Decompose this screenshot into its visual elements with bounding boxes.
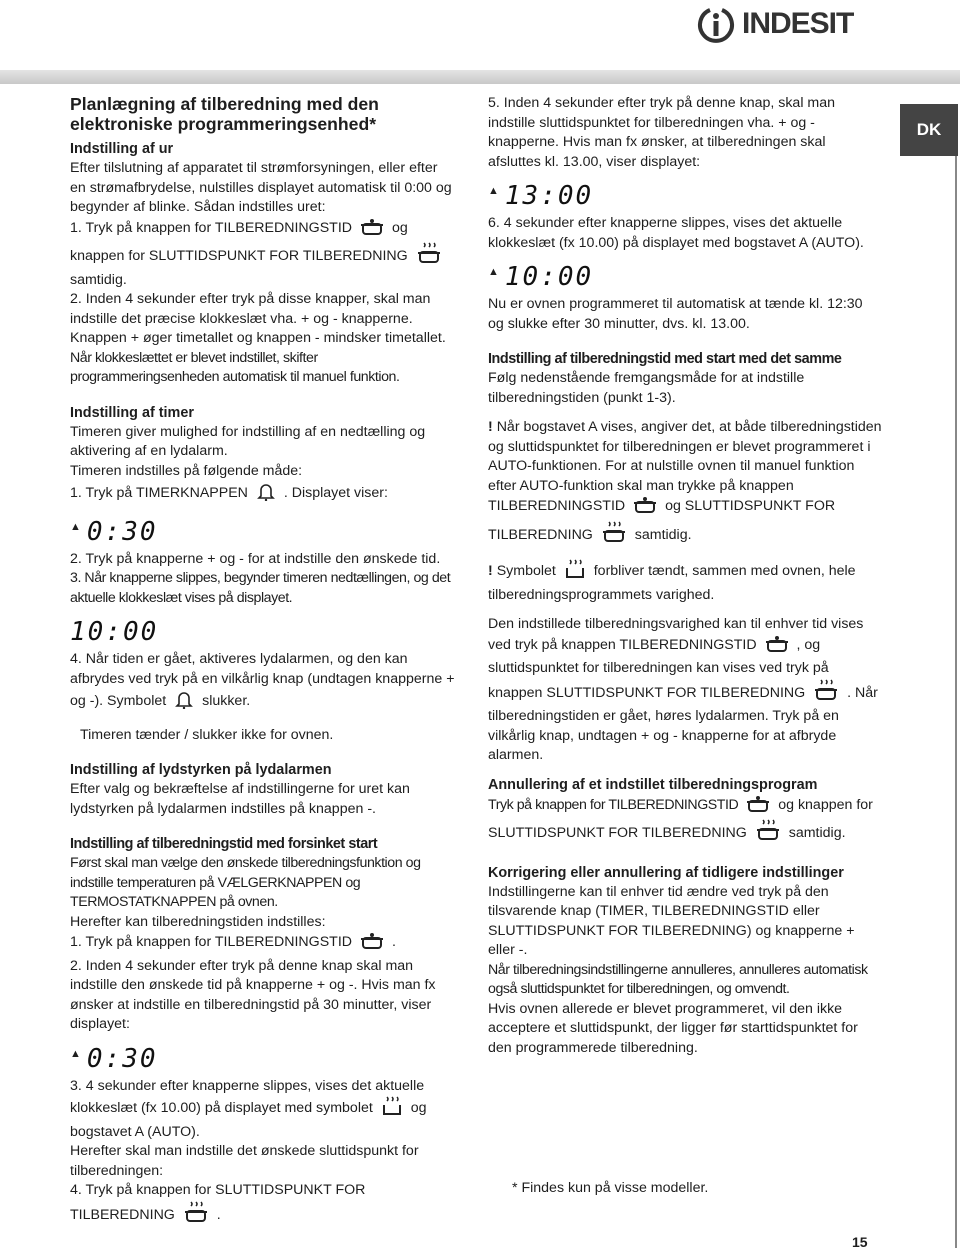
auto-marker: ▲ xyxy=(70,520,81,533)
clock-step1-text-a: 1. Tryk på knappen for TILBEREDNINGSTID xyxy=(70,219,353,236)
bell-icon xyxy=(174,689,194,716)
cancel-text-b: og knappen for SLUTTIDSPUNKT FOR TILBEREDNING xyxy=(488,796,873,841)
timer-how: Timeren indstilles på følgende måde: xyxy=(70,462,303,479)
warning-auto xyxy=(488,418,882,549)
cooking-time-icon xyxy=(765,635,789,660)
delayed-step1 xyxy=(70,932,456,957)
display-digits: 0:30 xyxy=(86,516,158,547)
page-title: Planlægning af tilberedning med den elektroniske programmeringsenhed* xyxy=(70,94,379,134)
page-number: 15 xyxy=(852,1234,868,1250)
end-cooking-icon xyxy=(601,521,627,550)
delayed-step3-text-a: 3. 4 sekunder efter knapperne slippes, vises det aktuelle klokkeslæt (fx 10.00) på displayet med symbolet xyxy=(70,1077,425,1116)
delayed-step1-text-a: 1. Tryk på knappen for TILBEREDNINGSTID xyxy=(70,934,353,950)
bell-icon xyxy=(256,481,276,508)
cancel-heading: Annullering af et indstillet tilberedningsprogram xyxy=(488,776,818,793)
timer-display-1 xyxy=(70,512,456,546)
correct-text2: Når tilberedningsindstillingerne annulleres, annulleres automatisk også sluttidspunktet for tilberedningen, og omvendt. xyxy=(488,961,868,997)
delayed-step4-text-b: . xyxy=(216,1206,221,1223)
warning-mark: ! xyxy=(488,419,493,435)
cancel-text xyxy=(488,795,882,848)
timer-intro: Timeren giver mulighed for indstilling af en nedtælling og aktivering af en lydalarm. xyxy=(70,423,426,459)
timer-step2: 2. Tryk på knapperne + og - for at indstille den ønskede tid. xyxy=(70,550,441,567)
cancel-text-c: samtidig. xyxy=(788,825,846,841)
timer-display-2 xyxy=(70,612,456,646)
clock-heading: Indstilling af ur xyxy=(70,141,174,157)
timer-heading: Indstilling af timer xyxy=(70,404,194,421)
clock-step2: 2. Inden 4 sekunder efter tryk på disse knapper, skal man indstille det præcise klokkeslæt vha. + og - knapperne. Knappen + øger timetallet og knappen - mindsker timetallet. xyxy=(70,291,446,346)
language-tab: DK xyxy=(900,104,958,156)
delayed-text2: Herefter kan tilberedningstiden indstilles: xyxy=(70,913,326,930)
view-settings-text-a: Den indstillede tilberedningsvarighed kan til enhver tid vises ved tryk på knappen TILBEREDNINGSTID xyxy=(488,616,864,653)
end-cooking-icon xyxy=(813,679,839,708)
timer-step1-text-b: . Displayet viser: xyxy=(283,485,388,501)
page-edge-line xyxy=(955,156,957,1248)
immediate-heading: Indstilling af tilberedningstid med start med det samme xyxy=(488,351,842,367)
footnote: * Findes kun på visse modeller. xyxy=(512,1180,709,1196)
cooking-time-icon xyxy=(360,932,384,957)
cooking-symbol-icon xyxy=(381,1096,403,1123)
display-digits: 0:30 xyxy=(86,1043,158,1074)
immediate-text: Følg nedenstående fremgangsmåde for at indstille tilberedningstiden (punkt 1-3). xyxy=(488,370,805,406)
display-digits: 13:00 xyxy=(504,181,594,211)
timer-step1 xyxy=(70,481,456,508)
view-settings xyxy=(488,615,882,766)
end-cooking-icon xyxy=(755,819,781,848)
clock-step1-text-b: og knappen for SLUTTIDSPUNKT FOR TILBEREDNING xyxy=(70,219,408,264)
end-cooking-icon xyxy=(183,1201,209,1230)
timer-note: Timeren tænder / slukker ikke for ovnen. xyxy=(80,726,334,743)
display-digits: 10:00 xyxy=(70,617,159,647)
delayed-step1-text-b: . xyxy=(391,934,396,950)
indesit-logo-icon xyxy=(696,4,736,44)
auto-marker: ▲ xyxy=(488,185,499,197)
left-column xyxy=(70,94,456,1229)
correct-text1: Indstillingerne kan til enhver tid ændre ved tryk på den tilsvarende knap (TIMER, TILBEREDNINGSTID eller SLUTTIDSPUNKT FOR TILBEREDNING) og knapperne + eller -. xyxy=(488,883,855,958)
end-cooking-icon xyxy=(416,242,442,271)
correct-heading: Korrigering eller annullering af tidligere indstillinger xyxy=(488,864,844,881)
cancel-text-a: Tryk på knappen for TILBEREDNINGSTID xyxy=(488,796,739,813)
timer-step1-text-a: 1. Tryk på TIMERKNAPPEN xyxy=(70,485,248,501)
volume-text: Efter valg og bekræftelse af indstillingerne for uret kan lydstyrken på lydalarmen indstilles på knappen -. xyxy=(70,781,410,817)
delayed-heading: Indstilling af tilberedningstid med forsinket start xyxy=(70,836,378,852)
header-bar xyxy=(0,70,960,84)
warning-symbol xyxy=(488,559,882,605)
delayed-step2: 2. Inden 4 sekunder efter tryk på denne knap skal man indstille den ønskede tid på knapperne + og -. Hvis man fx ønsker at indstille en tilberedningstid på 30 minutter, viser displayet: xyxy=(70,957,436,1032)
brand-name: INDESIT xyxy=(742,7,854,40)
delayed-step3-text-b: og bogstavet A (AUTO). xyxy=(70,1100,427,1140)
cooking-time-icon xyxy=(360,218,384,243)
volume-heading: Indstilling af lydstyrken på lydalarmen xyxy=(70,762,332,778)
auto-marker: ▲ xyxy=(488,266,499,278)
brand-logo xyxy=(696,4,853,44)
delayed-step4 xyxy=(70,1181,456,1229)
correct-text3: Hvis ovnen allerede er blevet programmeret, vil den ikke acceptere et sluttidspunkt, der ligger før starttidspunktet for den programmerede tilberedning. xyxy=(488,1000,858,1056)
end-time-display xyxy=(488,176,882,210)
delayed-step3 xyxy=(70,1077,456,1143)
warning-auto-text-c: samtidig. xyxy=(634,526,692,543)
timer-step4 xyxy=(70,650,456,716)
delayed-text3: Herefter skal man indstille det ønskede sluttidspunkt for tilberedningen: xyxy=(70,1143,419,1179)
program-summary: Nu er ovnen programmeret til automatisk at tænde kl. 12:30 og slukke efter 30 minutter, dvs. kl. 13.00. xyxy=(488,296,863,332)
view-settings-text-b: , og sluttidspunktet for tilberedningen kan vises ved tryk på knappen SLUTTIDSPUNKT FOR TILBEREDNING xyxy=(488,636,829,701)
warning-symbol-text-b: forbliver tændt, sammen med ovnen, hele tilberedningsprogrammets varighed. xyxy=(488,563,856,603)
display-digits: 10:00 xyxy=(504,262,594,292)
warning-mark: ! xyxy=(488,563,493,579)
clock-intro: Efter tilslutning af apparatet til strømforsyningen, eller efter en strømafbrydelse, nulstilles displayet automatisk til 0:00 og begynder af blinke. Sådan indstilles uret: xyxy=(70,160,452,215)
warning-symbol-text-a: Symbolet xyxy=(496,563,556,579)
delayed-display xyxy=(70,1039,456,1073)
warning-auto-text-a: Når bogstavet A vises, angiver det, at både tilberedningstiden og sluttidspunktet for tilberedningen er blevet programmeret i AUTO-funktionen. For at nulstille ovnen til manuel funktion efter AUTO-funktion skal man trykke på knappen TILBEREDNINGSTID xyxy=(488,419,882,514)
right-column xyxy=(488,94,882,1058)
auto-marker: ▲ xyxy=(70,1047,81,1060)
step6: 6. 4 sekunder efter knapperne slippes, vises det aktuelle klokkeslæt (fx 10.00) på displayet med bogstavet A (AUTO). xyxy=(488,215,864,251)
clock-step1 xyxy=(70,218,456,291)
view-settings-text-c: . Når tilberedningstiden er gået, høres lydalarmen. Tryk på en vilkårlig knap, undtagen + og - knapperne for at afbryde alarmen. xyxy=(488,684,878,763)
timer-step4-text-a: 4. Når tiden er gået, aktiveres lydalarmen, og den kan afbrydes ved tryk på en vilkårlig knap (undtagen knapperne + og -). Symbolet xyxy=(70,651,455,709)
clock-step1-text-c: samtidig. xyxy=(70,271,127,288)
warning-auto-text-b: og SLUTTIDSPUNKT FOR TILBEREDNING xyxy=(488,498,836,543)
cooking-symbol-icon xyxy=(564,559,586,586)
current-time-display xyxy=(488,257,882,291)
delayed-step4-text-a: 4. Tryk på knappen for SLUTTIDSPUNKT FOR TILBEREDNING xyxy=(70,1182,366,1223)
clock-note: Når klokkeslættet er blevet indstillet, skifter programmeringsenheden automatisk til manuel funktion. xyxy=(70,349,400,385)
step5: 5. Inden 4 sekunder efter tryk på denne knap, skal man indstille sluttidspunktet for tilberedningen vha. + og - knapperne. Hvis man fx ønsker, at tilberedningen skal afsluttes kl. 13.00, viser displayet: xyxy=(488,95,836,170)
cooking-time-icon xyxy=(633,496,657,521)
cooking-time-icon xyxy=(746,795,770,820)
delayed-text1: Først skal man vælge den ønskede tilberedningsfunktion og indstille temperaturen på VÆLGERKNAPPEN og TERMOSTATKNAPPEN på ovnen. xyxy=(70,855,421,910)
timer-step3: 3. Når knapperne slippes, begynder timeren nedtællingen, og det aktuelle klokkeslæt vises på displayet. xyxy=(70,570,451,606)
timer-step4-text-b: slukker. xyxy=(202,693,251,709)
